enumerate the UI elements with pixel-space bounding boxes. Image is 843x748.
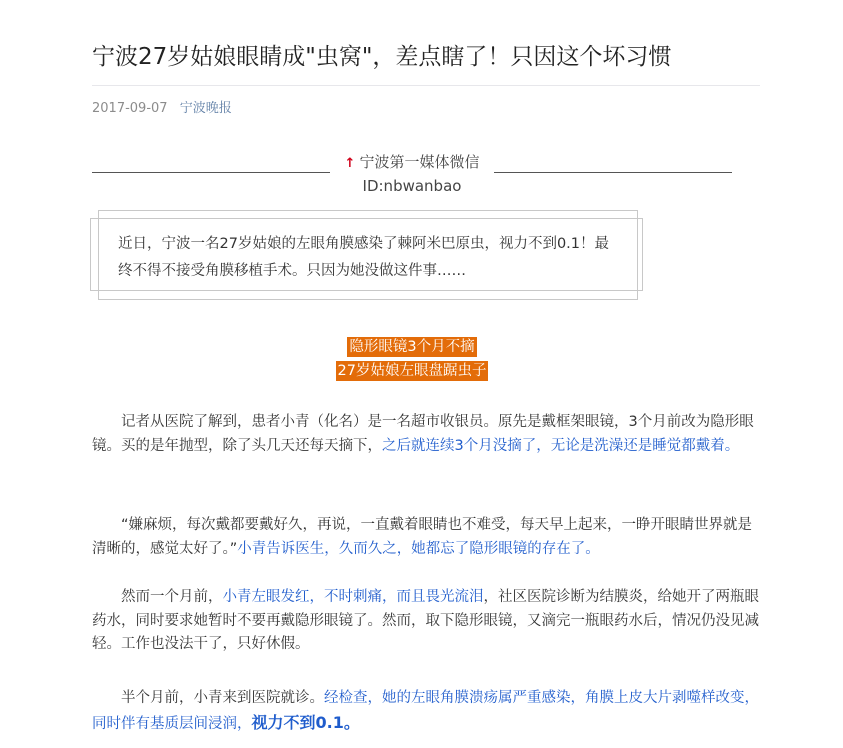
bold-highlight-text: 视力不到0.1。: [251, 712, 360, 732]
publish-date: 2017-09-07: [92, 101, 168, 116]
wechat-label: [330, 150, 494, 176]
section-headline-1: [92, 336, 732, 357]
paragraph-text: 然而一个月前，: [121, 589, 223, 605]
wechat-id: ID:nbwanbao: [362, 177, 462, 195]
paragraph-text: ，社区医院诊断为结膜炎，给她开了两瓶眼药水，同时要求她暂时不要再戴隐形眼镜了。然而，取下隐形眼镜，又滴完一瓶眼药水后，情况仍没见减轻。工作也没法干了，只好休假。: [92, 589, 759, 652]
headline-text: 隐形眼镜3个月不摘: [349, 339, 475, 355]
paragraph-4: [92, 687, 760, 736]
arrow-up-icon: ↑: [344, 156, 356, 171]
paragraph-2: [92, 514, 760, 561]
article-meta: [92, 85, 760, 119]
wechat-name: 宁波第一媒体微信: [359, 153, 480, 171]
paragraph-text: 半个月前，小青来到医院就诊。: [121, 690, 324, 706]
highlight-text: 小青告诉医生，久而久之，她都忘了隐形眼镜的存在了。: [237, 540, 600, 557]
article: [92, 0, 760, 732]
section-headline-2: [92, 360, 732, 381]
article-title: 宁波27岁姑娘眼睛成"虫窝"，差点瞎了！只因这个坏习惯: [92, 44, 672, 70]
highlight-text: 之后就连续3个月没摘了，无论是洗澡还是睡觉都戴着。: [382, 437, 740, 454]
paragraph-1: [92, 411, 760, 458]
divider-right: [494, 172, 732, 173]
headline-text: 27岁姑娘左眼盘踞虫子: [337, 363, 487, 379]
divider-left: [92, 172, 330, 173]
intro-text: 近日，宁波一名27岁姑娘的左眼角膜感染了棘阿米巴原虫，视力不到0.1！最终不得不接受角膜移植手术。只因为她没做这件事……: [118, 236, 610, 279]
paragraph-3: [92, 586, 760, 657]
wechat-banner: [92, 150, 732, 174]
paragraph-text: “嫌麻烦，每次戴都要戴好久，再说，一直戴着眼睛也不难受，每天早上起来，一睁开眼睛世界就是清晰的，感觉太好了。”: [92, 517, 753, 557]
highlight-text: 经检查，她的左眼角膜溃疡属严重感染，角膜上皮大片剥噬样改变，同时伴有基质层间浸润，: [92, 690, 759, 732]
paragraph-text: 记者从医院了解到，患者小青（化名）是一名超市收银员。原先是戴框架眼镜，3个月前改为隐形眼镜。买的是年抛型，除了头几天还每天摘下，: [92, 414, 754, 454]
highlight-text: 小青左眼发红，不时刺痛，而且畏光流泪: [222, 589, 484, 605]
source-link[interactable]: 宁波晚报: [179, 101, 232, 116]
